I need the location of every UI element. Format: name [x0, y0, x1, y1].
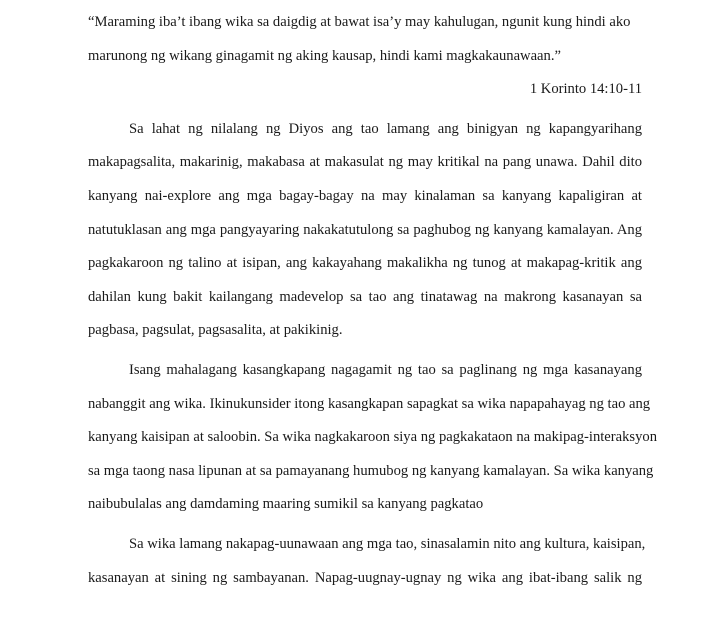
paragraph-line: sa mga taong nasa lipunan at sa pamayanang humubog ng kanyang kamalayan. Sa wika kanyang	[88, 462, 654, 479]
paragraph	[88, 113, 642, 348]
paragraph-line: naibubulalas ang damdaming maaring sumikil sa kanyang pagkatao	[88, 496, 484, 513]
paragraph-line: Sa wika lamang nakapag-uunawaan ang mga tao, sinasalamin nito ang kultura, kaisipan,	[129, 535, 646, 552]
paragraph-line: makapagsalita, makarinig, makabasa at makasulat ng may kritikal na pang unawa. Dahil dito	[88, 154, 642, 171]
paragraph-line: kanyang nai-explore ang mga bagay-bagay na may kinalaman sa kanyang kapaligiran at	[88, 187, 642, 204]
epigraph-line: “Maraming iba’t ibang wika sa daigdig at bawat isa’y may kahulugan, ngunit kung hindi ako	[88, 14, 631, 30]
paragraph-line: kasanayan at sining ng sambayanan. Napag-uugnay-ugnay ng wika ang ibat-ibang salik ng	[88, 569, 642, 586]
paragraph	[88, 354, 657, 522]
paragraph-line: kanyang kaisipan at saloobin. Sa wika nagkakaroon siya ng pagkakataon na makipag-interaksyon	[88, 429, 657, 446]
paragraph-line: natutuklasan ang mga pangyayaring nakakatutulong sa paghubog ng kanyang kamalayan. Ang	[88, 221, 642, 238]
epigraph-citation: 1 Korinto 14:10-11	[529, 81, 642, 98]
paragraph	[88, 528, 646, 595]
paragraph-line: dahilan kung bakit kailangang madevelop sa tao ang tinatawag na makrong kasanayan sa	[88, 288, 642, 305]
document-page	[88, 6, 657, 595]
paragraph-line: pagkakaroon ng talino at isipan, ang kakayahang makalikha ng tunog at makapag-kritik ang	[88, 255, 642, 272]
epigraph-line: marunong ng wikang ginagamit ng aking kausap, hindi kami magkakaunawaan.”	[88, 47, 561, 64]
paragraph-line: Sa lahat ng nilalang ng Diyos ang tao lamang ang binigyan ng kapangyarihang	[129, 120, 642, 137]
paragraph-line: Isang mahalagang kasangkapang nagagamit ng tao sa paglinang ng mga kasanayang	[129, 361, 642, 378]
paragraph-line: nabanggit ang wika. Ikinukunsider itong kasangkapan sapagkat sa wika napapahayag ng tao ang	[88, 395, 651, 412]
paragraph-line: pagbasa, pagsulat, pagsasalita, at pakikinig.	[88, 322, 343, 339]
epigraph	[88, 6, 642, 107]
